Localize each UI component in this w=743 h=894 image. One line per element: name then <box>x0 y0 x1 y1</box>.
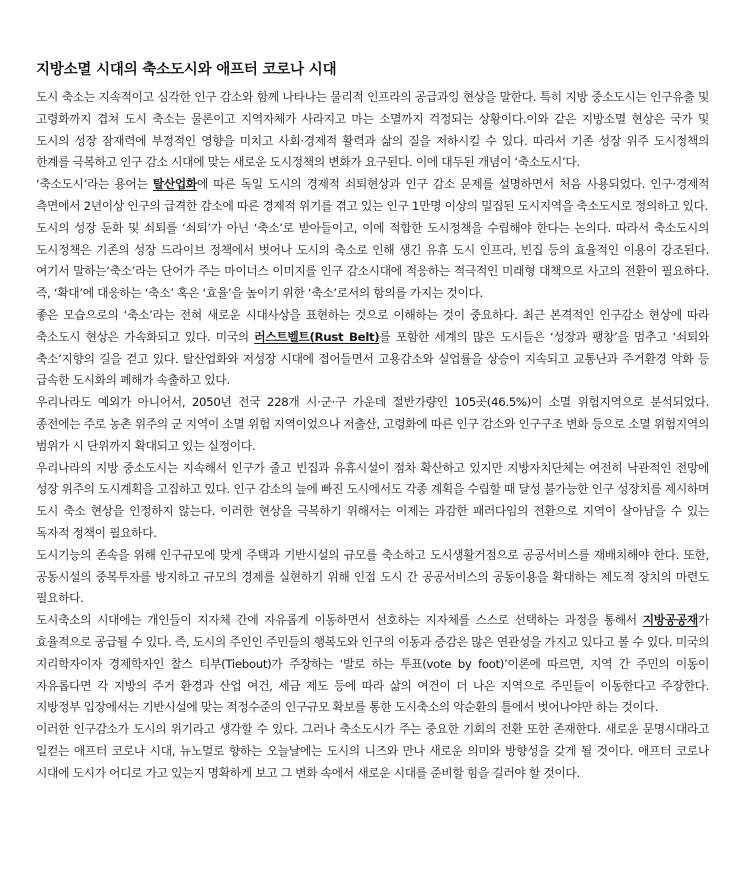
paragraph-text: 도시축소의 시대에는 개인들이 지자체 간에 자유롭게 이동하면서 선호하는 지자체를 스스로 선택하는 과정을 통해서 <box>36 613 643 628</box>
paragraph <box>36 545 709 610</box>
paragraph <box>36 719 709 784</box>
paragraph <box>36 392 709 457</box>
paragraph <box>36 87 709 174</box>
highlighted-term: 지방공공재 <box>642 613 698 628</box>
paragraph <box>36 174 709 218</box>
paragraph <box>36 305 709 392</box>
document <box>36 60 709 785</box>
document-body <box>36 87 709 785</box>
highlighted-term: 러스트벨트(Rust Belt) <box>254 329 380 344</box>
paragraph-text: 도시의 성장 둔화 및 쇠퇴를 ‘쇠퇴’가 아닌 ‘축소’로 받아들이고, 이에 적합한 도시정책을 수립해야 한다는 논의다. 따라서 축소도시의 도시정책은 기존의 성장 드라이브 정책에서 벗어나 도시의 축소로 인해 생긴 유휴 도시 인프라, 빈집 등의 효율적인 이용이 강조된다. 여기서 말하는‘축소’라는 단어가 주는 마이너스 이미지를 인구 감소시대에 적응하는 적극적인 미래형 대책으로 사고의 전환이 필요하다. 즉, ‘확대’에 대응하는 ‘축소’ 혹은 ‘효율’을 높이기 위한 ‘축소’로서의 함의를 가지는 것이다. <box>36 220 709 301</box>
highlighted-term: 탈산업화 <box>152 177 197 192</box>
paragraph-text: 좋은 모습으로의 ‘축소’라는 전혀 새로운 시대사상을 표현하는 것으로 이해하는 것이 중요하다. 최근 본격적인 인구감소 현상에 따라 축소도시 현상은 가속화되고 있다. 미국의 <box>36 307 709 344</box>
paragraph <box>36 458 709 545</box>
paragraph-text: 도시기능의 존속을 위해 인구규모에 맞게 주택과 기반시설의 규모를 축소하고 도시생활거점으로 공공서비스를 재배치해야 한다. 또한, 공동시설의 중복투자를 방지하고 규모의 경제를 실현하기 위해 인접 도시 간 공공서비스의 공동이용을 확대하는 제도적 장치의 마련도 필요하다. <box>36 547 709 606</box>
paragraph-text: 도시 축소는 지속적이고 심각한 인구 감소와 함께 나타나는 물리적 인프라의 공급과잉 현상을 말한다. 특히 지방 중소도시는 인구유출 및 고령화까지 겹쳐 도시 축소는 물론이고 지역자체가 사라지고 마는 소멸까지 걱정되는 상황이다.이와 같은 지방소멸 현상은 국가 및 도시의 성장 잠재력에 부정적인 영향을 미치고 사회·경제적 활력과 삶의 질을 저하시킬 수 있다. 따라서 기존 성장 위주 도시정책의 한계를 극복하고 인구 감소 시대에 맞는 새로운 도시정책의 변화가 요구된다. 이에 대두된 개념이 ‘축소도시’다. <box>36 90 709 170</box>
paragraph <box>36 610 709 719</box>
paragraph-text: 가 효율적으로 공급될 수 있다. 즉, 도시의 주인인 주민들의 행복도와 인구의 이동과 증감은 많은 연관성을 가지고 있다고 볼 수 있다. 미국의 지리학자이자 경제학자인 찰스 티부(Tiebout)가 주장하는 ‘발로 하는 투표(vote by foot)’이론에 따르면, 지역 간 주민의 이동이 자유롭다면 각 지방의 주거 환경과 산업 여건, 세금 제도 등에 따라 삶의 여건이 더 나은 지역으로 주민들이 이동한다고 주장한다. 지방정부 입장에서는 기반시설에 맞는 적정수준의 인구규모 확보를 통한 도시축소의 악순환의 틀에서 벗어나야만 하는 것이다. <box>36 613 709 715</box>
paragraph <box>36 218 709 305</box>
paragraph-text: 우리나라도 예외가 아니어서, 2050년 전국 228개 시·군·구 가운데 절반가량인 105곳(46.5%)이 소멸 위험지역으로 분석되었다. 종전에는 주로 농촌 위주의 군 지역이 소멸 위험 지역이었으나 저출산, 고령화에 따른 인구 감소와 인구구조 변화 등으로 소멸 위험지역의 범위가 시 단위까지 확대되고 있는 실정이다. <box>36 395 709 453</box>
paragraph-text: ‘축소도시’라는 용어는 <box>36 177 153 192</box>
paragraph-text: 를 포함한 세계의 많은 도시들은 ‘성장과 팽창’을 멈추고 ‘쇠퇴와 축소’지향의 길을 걷고 있다. 탈산업화와 저성장 시대에 접어들면서 고용감소와 실업률을 상승이 지속되고 교통난과 주거환경 악화 등 급속한 도시화의 폐해가 속출하고 있다. <box>36 329 710 388</box>
document-title: 지방소멸 시대의 축소도시와 애프터 코로나 시대 <box>36 62 337 78</box>
paragraph-text: 에 따른 독일 도시의 경제적 쇠퇴현상과 인구 감소 문제를 설명하면서 처음 사용되었다. 인구·경제적 측면에서 2년이상 인구의 급격한 감소에 따른 경제적 위기를 겪고 있는 인구 1만명 이상의 밀집된 도시지역을 축소도시로 정의하고 있다. <box>36 177 709 213</box>
paragraph-text: 우리나라의 지방 중소도시는 지속해서 인구가 줄고 빈집과 유휴시설이 점차 확산하고 있지만 지방자치단체는 여전히 낙관적인 전망에 성장 위주의 도시계획을 고집하고 있다. 인구 감소의 늪에 빠진 도시에서도 각종 계획을 수립할 때 달성 불가능한 인구 성장치를 제시하며 도시 축소 현상을 인정하지 않는다. 이러한 현상을 극복하기 위해서는 이제는 과감한 패러다임의 전환으로 지역이 살아남을 수 있는 독자적 정책이 필요하다. <box>36 460 709 540</box>
paragraph-text: 이러한 인구감소가 도시의 위기라고 생각할 수 있다. 그러나 축소도시가 주는 중요한 기회의 전환 또한 존재한다. 새로운 문명시대라고 일컫는 애프터 코로나 시대, 뉴노멀로 향하는 오늘날에는 도시의 니즈와 만나 새로운 의미와 방향성을 갖게 될 것이다. 애프터 코로나 시대에 도시가 어디로 가고 있는지 명확하게 보고 그 변화 속에서 새로운 시대를 준비할 힘을 길러야 할 것이다. <box>36 722 709 780</box>
